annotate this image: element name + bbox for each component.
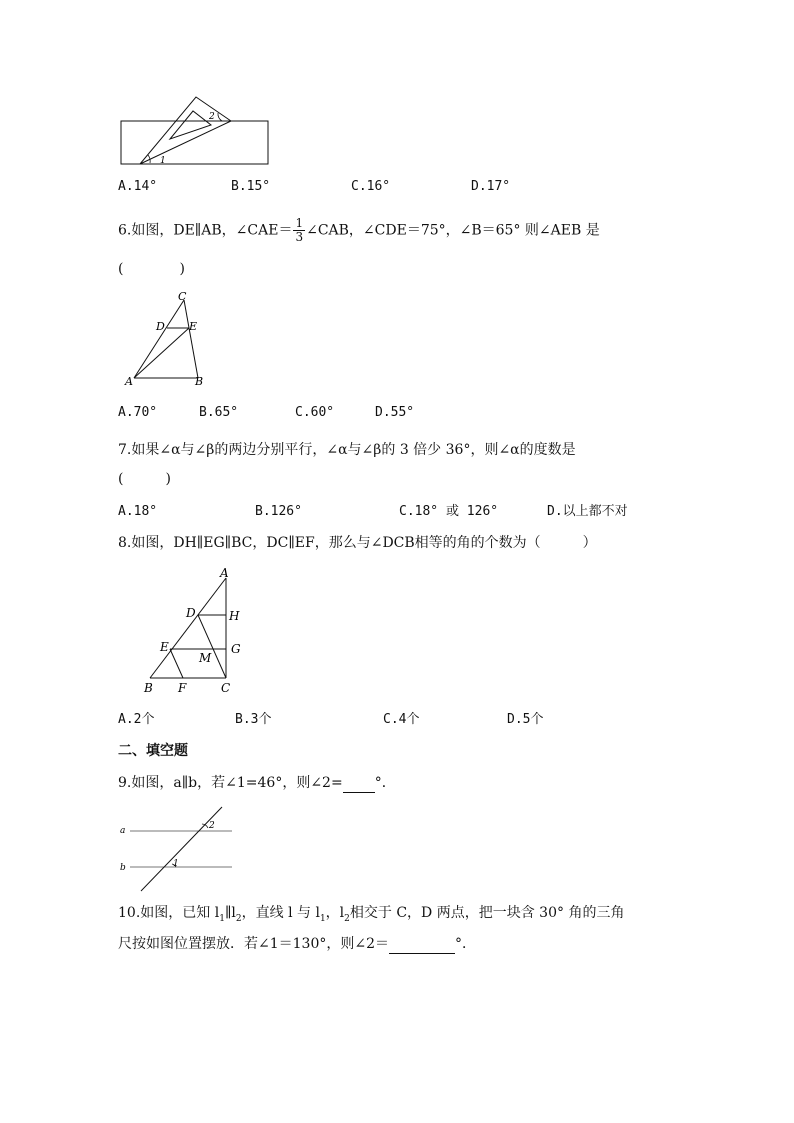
q8-option-a: A.2个	[118, 712, 155, 727]
q5-label-angle2: 2	[209, 112, 215, 122]
q5-option-b: B.15°	[231, 179, 271, 194]
q6-stem-pre: 6.如图，DE∥AB，∠CAE＝	[118, 222, 293, 239]
q5-figure	[118, 95, 273, 170]
q6-stem-post: ∠CAB，∠CDE＝75°，∠B＝65° 则∠AEB 是	[306, 222, 600, 239]
q9-label-b: b	[120, 863, 126, 873]
section-title-fill-blank: 二、填空题	[118, 743, 188, 759]
q10-stem-line1: 10.如图，已知 $l_1\parallel l_2$，直线 l 与 $l_1$，$l_2$相交于 C，D 两点，把一块含 30° 角的三角	[118, 905, 625, 924]
q8-label-h: H	[229, 609, 240, 623]
q7-paren: ( )	[118, 471, 171, 487]
q6-figure	[122, 289, 212, 389]
q6-label-a: A	[125, 375, 133, 388]
q6-option-c: C.60°	[295, 405, 335, 420]
q8-option-b: B.3个	[235, 712, 272, 727]
q5-label-angle1: 1	[160, 156, 166, 166]
q9-label-angle1: 1	[173, 859, 179, 869]
q9-label-a: a	[120, 826, 126, 836]
q6-label-c: C	[178, 290, 187, 303]
q10-stem-line2: 尺按如图位置摆放．若∠1＝130°，则∠2＝ °．	[118, 936, 476, 952]
q7-option-c: C.18° 或 126°	[399, 504, 499, 519]
q5-option-a: A.14°	[118, 179, 158, 194]
q8-label-a: A	[220, 566, 229, 580]
q7-option-d: D.以上都不对	[547, 504, 628, 519]
q8-stem: 8.如图，DH∥EG∥BC，DC∥EF，那么与∠DCB相等的角的个数为（ ）	[118, 535, 597, 551]
q5-rectangle	[121, 121, 268, 164]
q5-option-c: C.16°	[351, 179, 391, 194]
q5-triangle-outer	[140, 97, 231, 164]
q6-fraction: $\frac{1}{3}$	[295, 216, 304, 244]
q8-label-f: F	[178, 681, 187, 695]
q8-option-d: D.5个	[507, 712, 544, 727]
q6-label-d: D	[156, 320, 165, 333]
q7-stem: 7.如果∠α与∠β的两边分别平行，∠α与∠β的 3 倍少 36°，则∠α的度数是	[118, 442, 576, 458]
q6-label-e: E	[189, 320, 198, 333]
q8-label-b: B	[144, 681, 153, 695]
q6-option-a: A.70°	[118, 405, 158, 420]
q6-stem	[118, 217, 600, 244]
q6-paren: ( )	[118, 261, 185, 277]
q8-label-d: D	[186, 606, 196, 620]
q8-figure	[140, 565, 250, 697]
q9-stem: 9.如图，a∥b，若∠1=46°，则∠2= °．	[118, 775, 396, 791]
q8-label-g: G	[231, 642, 241, 656]
q8-label-e: E	[160, 640, 169, 654]
q9-figure	[116, 804, 236, 894]
q6-option-d: D.55°	[375, 405, 415, 420]
q6-option-b: B.65°	[199, 405, 239, 420]
q7-option-a: A.18°	[118, 504, 158, 519]
q5-triangle-inner	[170, 111, 211, 139]
q5-option-d: D.17°	[471, 179, 511, 194]
q6-label-b: B	[195, 375, 204, 388]
q9-label-angle2: 2	[209, 821, 215, 831]
q9-answer-blank	[343, 774, 375, 793]
q8-label-c: C	[221, 681, 231, 695]
q8-label-m: M	[199, 651, 212, 665]
q8-option-c: C.4个	[383, 712, 420, 727]
q7-option-b: B.126°	[255, 504, 302, 519]
q10-answer-blank	[389, 935, 455, 954]
